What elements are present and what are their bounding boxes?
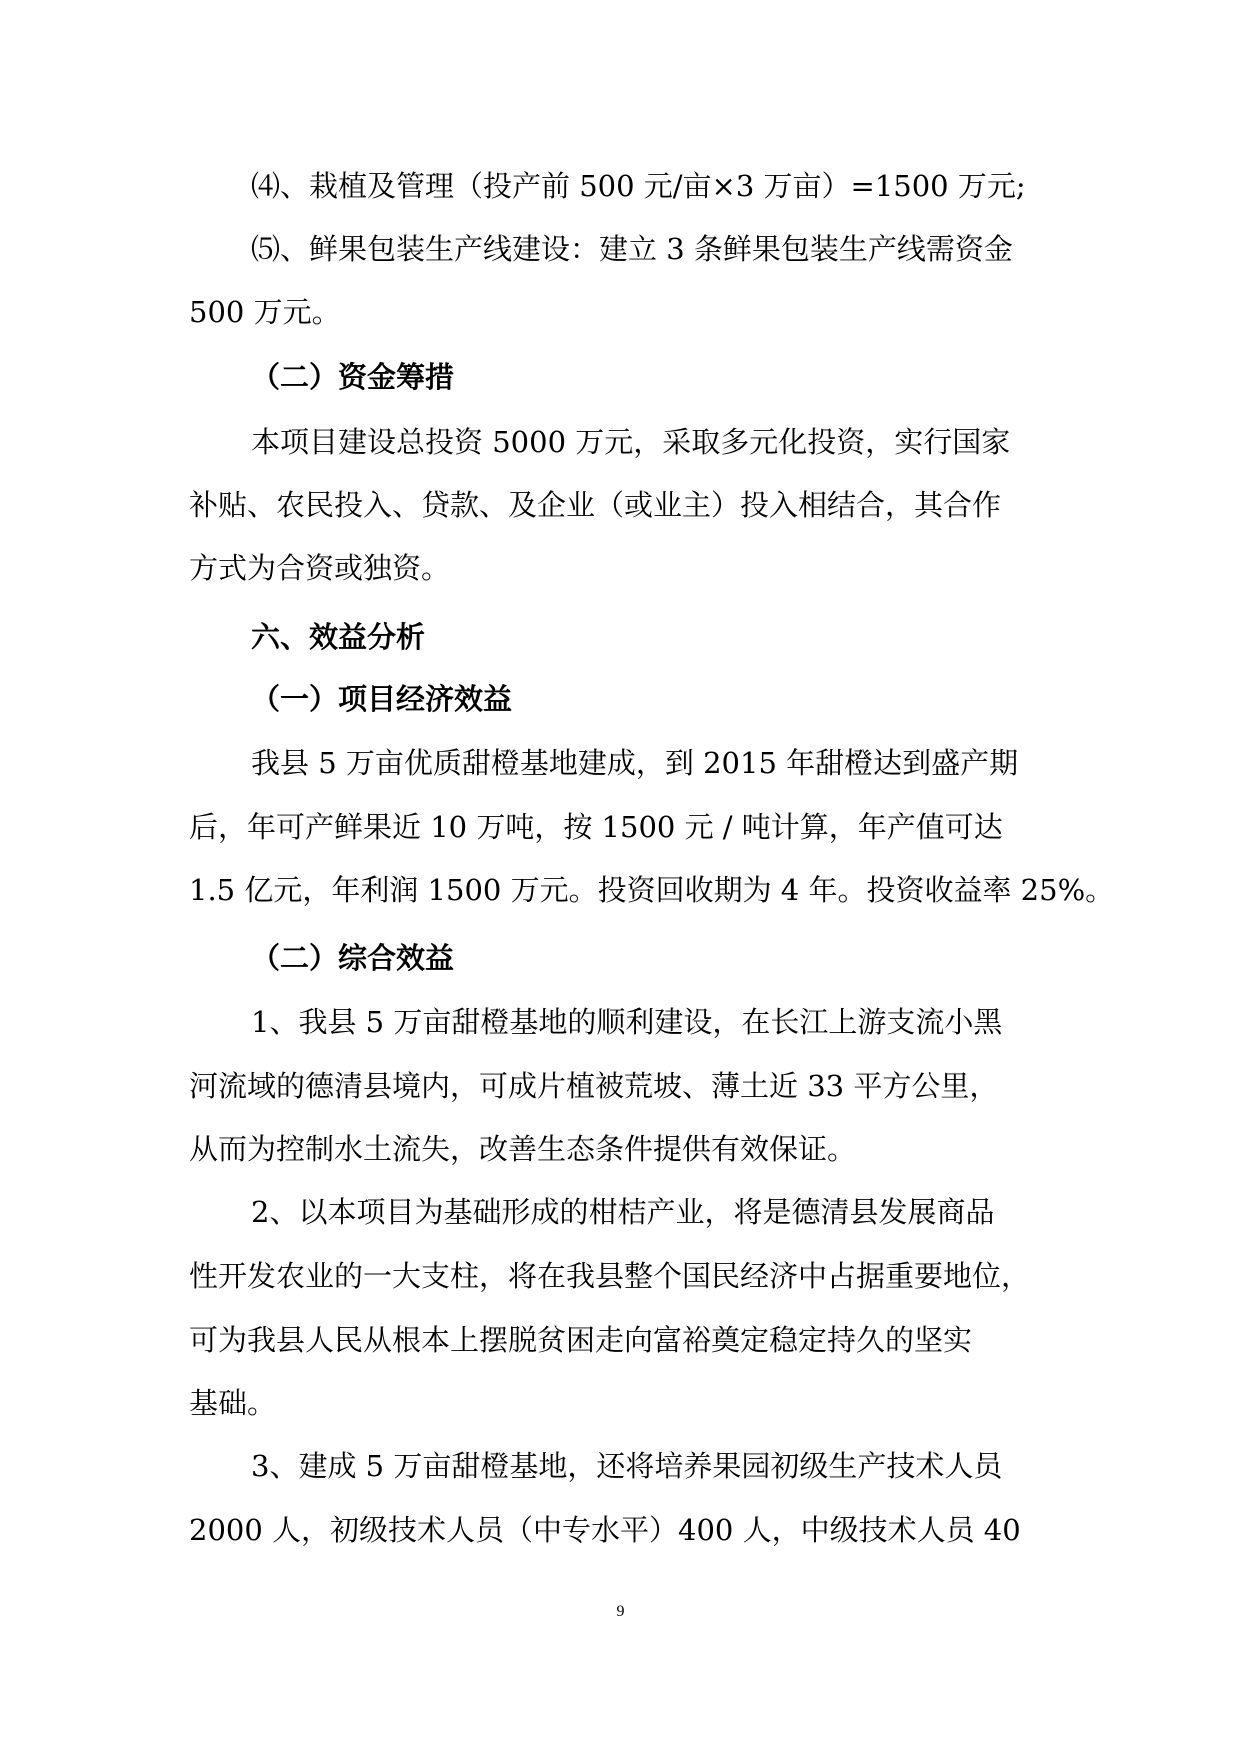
list-item-4: ⑷、栽植及管理（投产前 500 元/亩×3 万亩）=1500 万元; bbox=[251, 169, 1026, 203]
section-heading: （二）综合效益 bbox=[251, 941, 455, 975]
paragraph-line: 1.5 亿元，年利润 1500 万元。投资回收期为 4 年。投资收益率 25%。 bbox=[189, 873, 1115, 907]
paragraph-line: 2000 人，初级技术人员（中专水平）400 人，中级技术人员 40 bbox=[189, 1513, 1021, 1547]
paragraph-line: 我县 5 万亩优质甜橙基地建成，到 2015 年甜橙达到盛产期 bbox=[251, 746, 1019, 780]
paragraph-line: 基础。 bbox=[189, 1386, 277, 1420]
paragraph-line: 1、我县 5 万亩甜橙基地的顺利建设，在长江上游支流小黑 bbox=[251, 1005, 1003, 1039]
paragraph-line: 3、建成 5 万亩甜橙基地，还将培养果园初级生产技术人员 bbox=[251, 1449, 1003, 1483]
paragraph-line: 500 万元。 bbox=[189, 295, 341, 329]
paragraph-line: 性开发农业的一大支柱，将在我县整个国民经济中占据重要地位， bbox=[189, 1259, 1031, 1293]
chapter-heading: 六、效益分析 bbox=[251, 620, 426, 654]
section-heading: （一）项目经济效益 bbox=[251, 682, 513, 716]
paragraph-line: 河流域的德清县境内，可成片植被荒坡、薄土近 33 平方公里， bbox=[189, 1069, 999, 1103]
paragraph-line: 可为我县人民从根本上摆脱贫困走向富裕奠定稳定持久的坚实 bbox=[189, 1323, 973, 1357]
paragraph-line: 本项目建设总投资 5000 万元，采取多元化投资，实行国家 bbox=[251, 425, 1011, 459]
paragraph-line: 从而为控制水土流失，改善生态条件提供有效保证。 bbox=[189, 1132, 857, 1166]
paragraph-line: 2、以本项目为基础形成的柑桔产业，将是德清县发展商品 bbox=[251, 1195, 995, 1229]
paragraph-line: 补贴、农民投入、贷款、及企业（或业主）投入相结合，其合作 bbox=[189, 488, 1002, 522]
paragraph-line: 方式为合资或独资。 bbox=[189, 551, 451, 585]
list-item-5: ⑸、鲜果包装生产线建设：建立 3 条鲜果包装生产线需资金 bbox=[251, 232, 1013, 266]
paragraph-line: 后，年可产鲜果近 10 万吨，按 1500 元 / 吨计算，年产值可达 bbox=[189, 810, 1003, 844]
page-number: 9 bbox=[616, 1603, 625, 1620]
section-heading: （二）资金筹措 bbox=[251, 360, 455, 394]
